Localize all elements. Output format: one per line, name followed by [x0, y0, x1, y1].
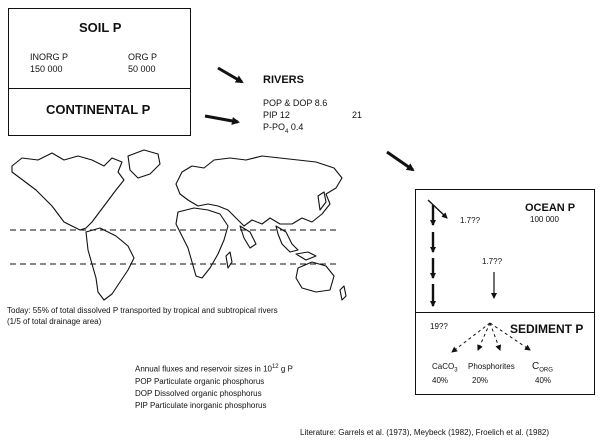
world-map [12, 150, 346, 300]
indonesia-outline [296, 252, 316, 260]
corg-pct: 40% [535, 376, 552, 385]
eurasia-outline [176, 156, 342, 226]
literature-note: Literature: Garrels et al. (1973), Meybeck (1982), Froelich et al. (1982) [300, 428, 549, 437]
arrow-to-caco3 [452, 323, 490, 352]
legend-line4: PIP Particulate inorganic phosphorus [135, 401, 267, 410]
map-caption-line1: Today: 55% of total dissolved P transported by tropical and subtropical rivers [7, 306, 278, 315]
sediment-flux: 19?? [430, 322, 448, 331]
arrow-to-phosphorites-right [490, 323, 500, 350]
australia-outline [296, 262, 334, 292]
ppo4-value: 0.4 [290, 122, 304, 132]
north-america-outline [12, 153, 124, 230]
legend-line2: POP Particulate organic phosphorus [135, 377, 265, 386]
inorg-value: 150 000 [30, 64, 63, 74]
south-asia-outline [240, 226, 256, 248]
legend-line1-prefix: Annual fluxes and reservoir sizes in 10 [135, 364, 272, 374]
legend-line1-sup: 12 [271, 364, 279, 370]
org-label: ORG P [128, 52, 158, 62]
corg-sub: ORG [539, 367, 553, 374]
arrow-to-corg [490, 323, 530, 350]
rivers-title: RIVERS [263, 74, 304, 86]
caco3-sub: 3 [454, 367, 458, 374]
ppo4-sub: 4 [285, 128, 289, 135]
map-caption-line2: (1/5 of total drainage area) [7, 317, 102, 326]
rivers-total: 21 [352, 110, 363, 120]
ppo4-prefix: P-PO [263, 122, 286, 132]
inorg-label: INORG P [30, 52, 69, 62]
rivers-pip: PIP 12 [263, 110, 290, 120]
japan-outline [318, 192, 326, 210]
soil-title: SOIL P [79, 20, 122, 35]
continental-title: CONTINENTAL P [46, 102, 151, 117]
greenland-outline [128, 150, 160, 178]
caco3-pct: 40% [432, 376, 449, 385]
sediment-title: SEDIMENT P [510, 322, 584, 336]
org-value: 50 000 [128, 64, 156, 74]
new-zealand-outline [340, 286, 346, 300]
legend-line1-suffix: g P [278, 364, 293, 374]
arrow-ocean-inflow [428, 200, 447, 218]
arrow-rivers-to-ocean [387, 152, 413, 170]
ocean-flux-in: 1.7?? [460, 216, 481, 225]
corg-prefix: C [532, 361, 540, 372]
rivers-pop-dop: POP & DOP 8.6 [263, 98, 328, 108]
madagascar-outline [226, 252, 232, 268]
ocean-value: 100 000 [530, 215, 559, 224]
caco3-prefix: CaCO [432, 362, 455, 371]
ocean-flux-down: 1.7?? [482, 257, 503, 266]
africa-outline [176, 208, 228, 278]
arrow-soil-to-rivers [218, 68, 242, 82]
phosphorites-label: Phosphorites [468, 362, 515, 371]
legend-line3: DOP Dissolved organic phosphorus [135, 389, 262, 398]
arrow-continental-to-rivers [205, 116, 238, 122]
ocean-title: OCEAN P [525, 202, 576, 214]
phosphorites-pct: 20% [472, 376, 489, 385]
